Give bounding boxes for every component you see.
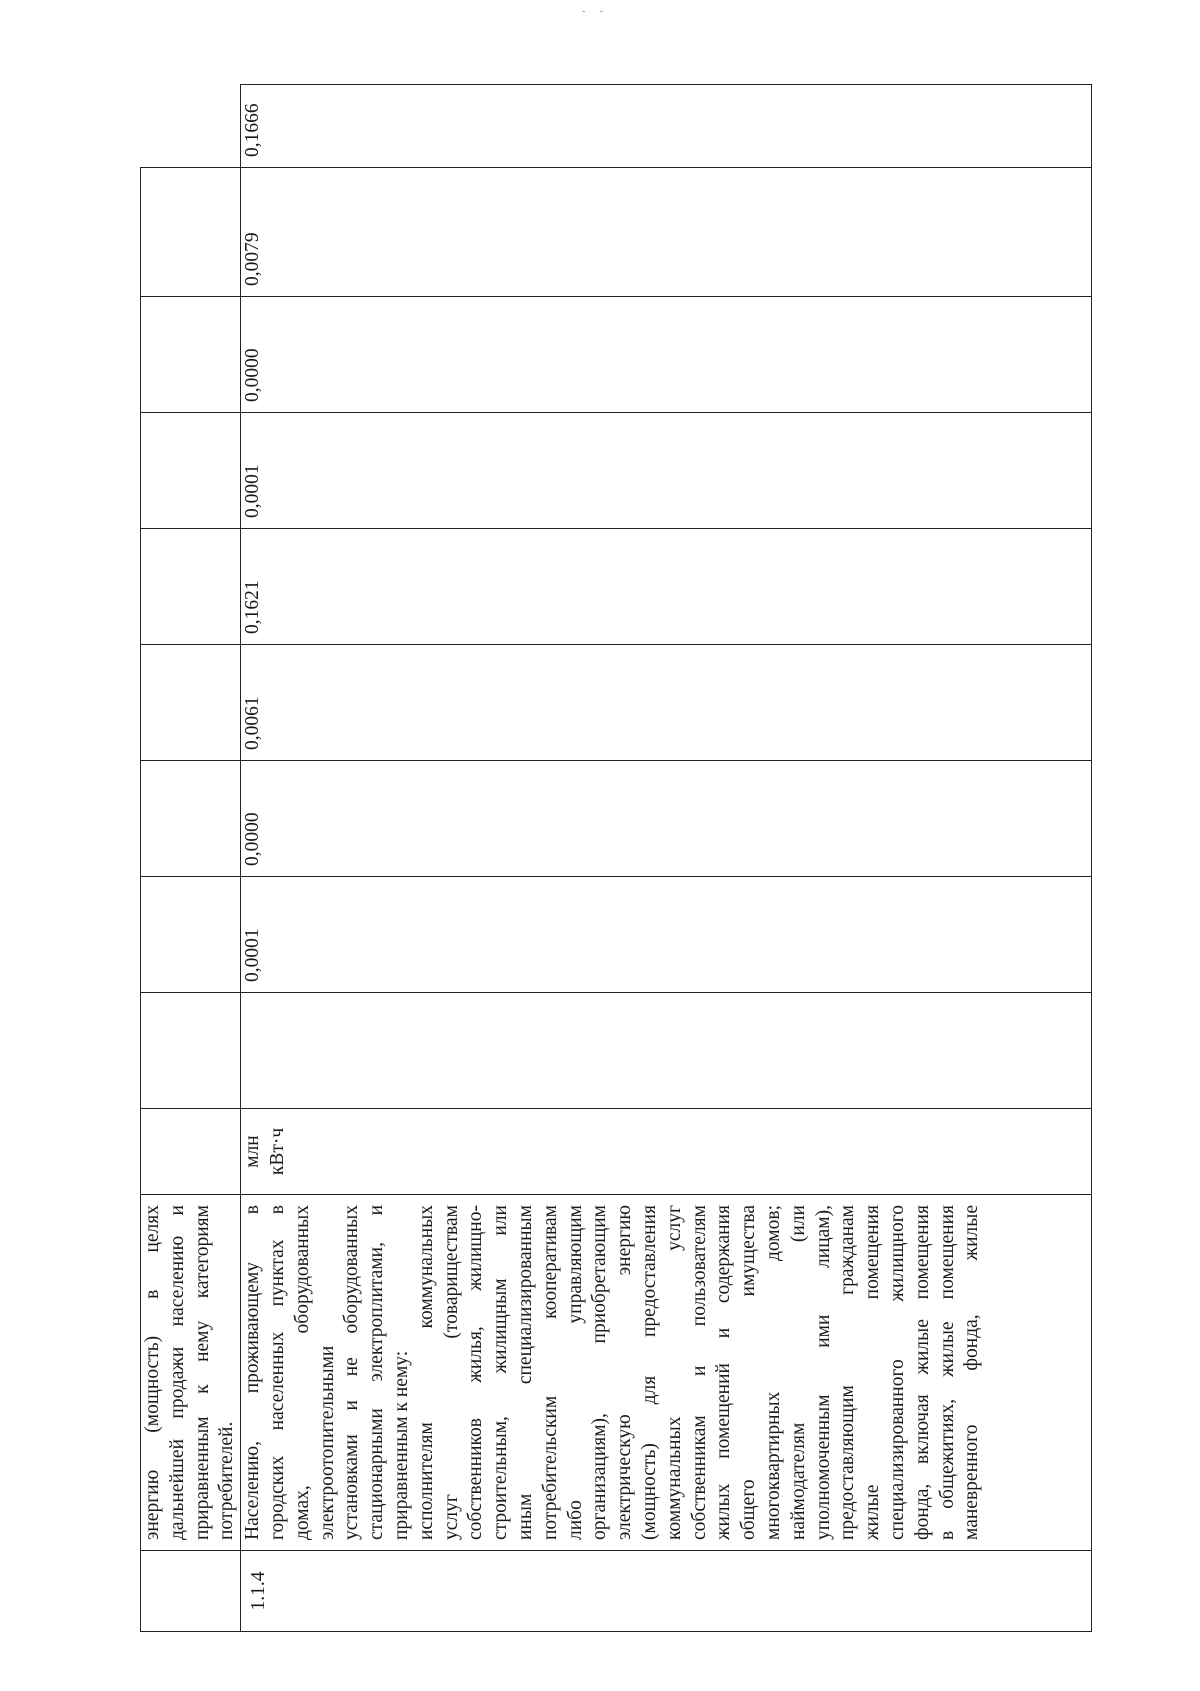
scan-mark: - - (582, 6, 610, 17)
value-cell: 0,0061 (241, 645, 1092, 761)
desc-line: исполнителям коммунальных (415, 1205, 437, 1540)
value-cell: 0,0000 (241, 297, 1092, 413)
desc-line: коммунальных услуг (663, 1205, 685, 1540)
desc-line: жилые помещения (862, 1205, 884, 1540)
desc-line: собственников жилья, жилищно- (465, 1205, 487, 1540)
desc-line: либо управляющим (564, 1205, 586, 1540)
value-cell (241, 993, 1092, 1109)
desc-line: специализированного жилищного (886, 1205, 908, 1540)
desc-line: в общежитиях, жилые помещения (936, 1205, 958, 1540)
desc-line: маневренного фонда, жилые (961, 1205, 983, 1540)
desc-line: уполномоченным ими лицам), (812, 1205, 834, 1540)
value-cell (141, 645, 241, 761)
desc-line: организациям), приобретающим (589, 1205, 611, 1540)
unit-line: кВт·ч (266, 1127, 288, 1176)
row-number-cell: 1.1.4 (241, 1551, 1092, 1632)
desc-line: потребительским кооперативам (539, 1205, 561, 1540)
desc-line: дальнейшей продажи населению и (166, 1205, 188, 1540)
desc-line: услуг (товариществам (440, 1205, 462, 1540)
value-cell (141, 877, 241, 993)
value-cell (141, 168, 241, 297)
value-cell (141, 993, 241, 1109)
value-cell: 0,0001 (241, 877, 1092, 993)
desc-line: городских населенных пунктах в (266, 1205, 288, 1540)
value-cell (141, 413, 241, 529)
value-cell: 0,0000 (241, 761, 1092, 877)
desc-line: стационарными электроплитами, и (366, 1205, 388, 1540)
tariff-table (140, 84, 1092, 1632)
value-cell (141, 761, 241, 877)
desc-line: жилых помещений и содержания (713, 1205, 735, 1540)
value-cell (141, 529, 241, 645)
table-row (141, 85, 241, 1632)
value-cell: 0,1621 (241, 529, 1092, 645)
desc-line: энергию (мощность) в целях (142, 1205, 163, 1540)
description-cell (241, 1195, 1092, 1551)
unit-cell (141, 1109, 241, 1195)
unit-line: млн (242, 1135, 264, 1168)
rotated-document-page (140, 84, 1086, 1632)
desc-line: электроотопительными (316, 1345, 338, 1540)
desc-line: приравненным к нему: (390, 1350, 412, 1540)
desc-line: иным специализированным (514, 1205, 536, 1540)
value-cell: 0,0079 (241, 168, 1092, 297)
desc-line: предоставляющим гражданам (837, 1205, 859, 1540)
desc-line: многоквартирных домов; (762, 1205, 784, 1540)
desc-line: общего имущества (738, 1205, 760, 1540)
row-number-cell (141, 1551, 241, 1632)
desc-line: потребителей. (216, 1421, 238, 1540)
value-cell: 0,1666 (241, 85, 1092, 168)
desc-line: собственникам и пользователям (688, 1205, 710, 1540)
value-cell: 0,0001 (241, 413, 1092, 529)
value-cell (141, 297, 241, 413)
desc-line: (мощность) для предоставления (638, 1205, 660, 1540)
description-cell (141, 1195, 241, 1551)
desc-line: домах, оборудованных (291, 1205, 313, 1540)
table-row (241, 85, 1092, 1632)
desc-line: фонда, включая жилые помещения (911, 1205, 933, 1540)
desc-line: Населению, проживающему в (242, 1205, 264, 1540)
desc-line: установками и не оборудованных (341, 1205, 363, 1540)
desc-line: строительным, жилищным или (490, 1205, 512, 1540)
unit-cell (241, 1109, 1092, 1195)
desc-line: приравненным к нему категориям (191, 1205, 213, 1540)
desc-line: наймодателям (или (787, 1205, 809, 1540)
desc-line: электрическую энергию (614, 1205, 636, 1540)
